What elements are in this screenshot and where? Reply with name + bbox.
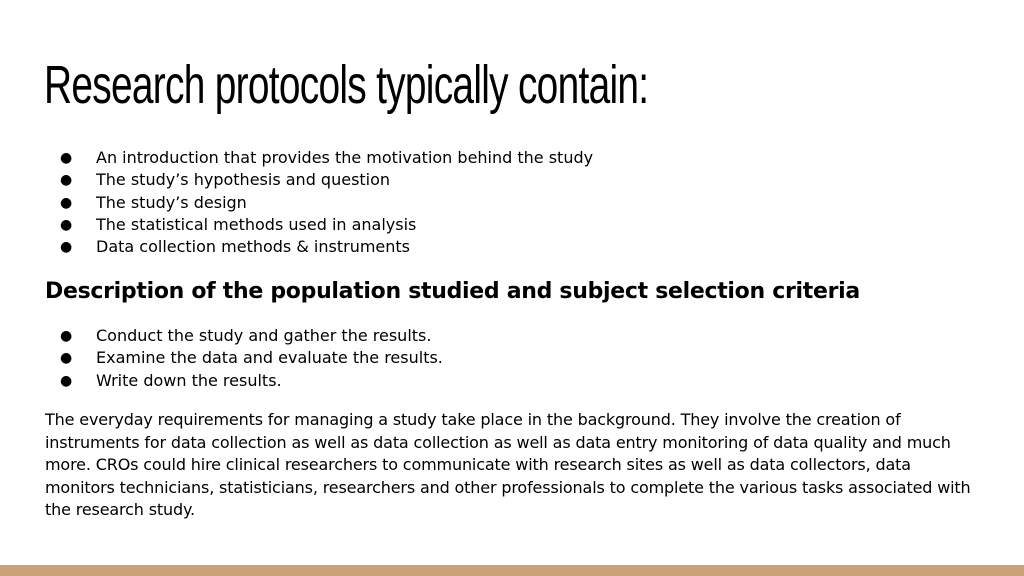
list-item (0, 236, 593, 258)
list-item-text: The study’s design (96, 192, 247, 212)
study-steps-list (0, 325, 443, 392)
footer-accent-bar (0, 565, 1024, 576)
bullet-icon: ● (60, 372, 73, 389)
body-paragraph: The everyday requirements for managing a study take place in the background. They involve the creation of instruments for data collection as well as data collection as well as data entry monitoring of data quality and much more. CROs could hire clinical researchers to communicate with research sites as well as data collectors, data monitors technicians, statisticians, researchers and other professionals to complete the various tasks associated with the research study. (45, 410, 971, 520)
list-item (0, 192, 593, 214)
slide-title: Research protocols typically contain: (44, 55, 649, 115)
list-item-text: Write down the results. (96, 370, 282, 390)
bullet-icon: ● (60, 172, 73, 189)
bullet-icon: ● (60, 150, 73, 166)
list-item (0, 347, 443, 369)
list-item (0, 169, 593, 191)
bullet-icon: ● (60, 328, 73, 344)
section-subheading: Description of the population studied and subject selection criteria (45, 279, 860, 304)
list-item-text: The study’s hypothesis and question (96, 170, 391, 190)
list-item (0, 147, 593, 169)
bullet-icon: ● (60, 239, 73, 256)
bullet-icon: ● (60, 350, 73, 367)
list-item-text: Data collection methods & instruments (96, 237, 411, 257)
list-item-text: An introduction that provides the motivation behind the study (96, 148, 594, 167)
list-item (0, 214, 593, 236)
list-item-text: Examine the data and evaluate the results. (96, 348, 443, 368)
list-item (0, 325, 443, 347)
list-item (0, 370, 443, 392)
bullet-icon: ● (60, 194, 73, 211)
bullet-icon: ● (60, 216, 73, 233)
list-item-text: Conduct the study and gather the results. (96, 326, 432, 345)
list-item-text: The statistical methods used in analysis (96, 214, 417, 234)
protocol-contents-list (0, 147, 593, 258)
